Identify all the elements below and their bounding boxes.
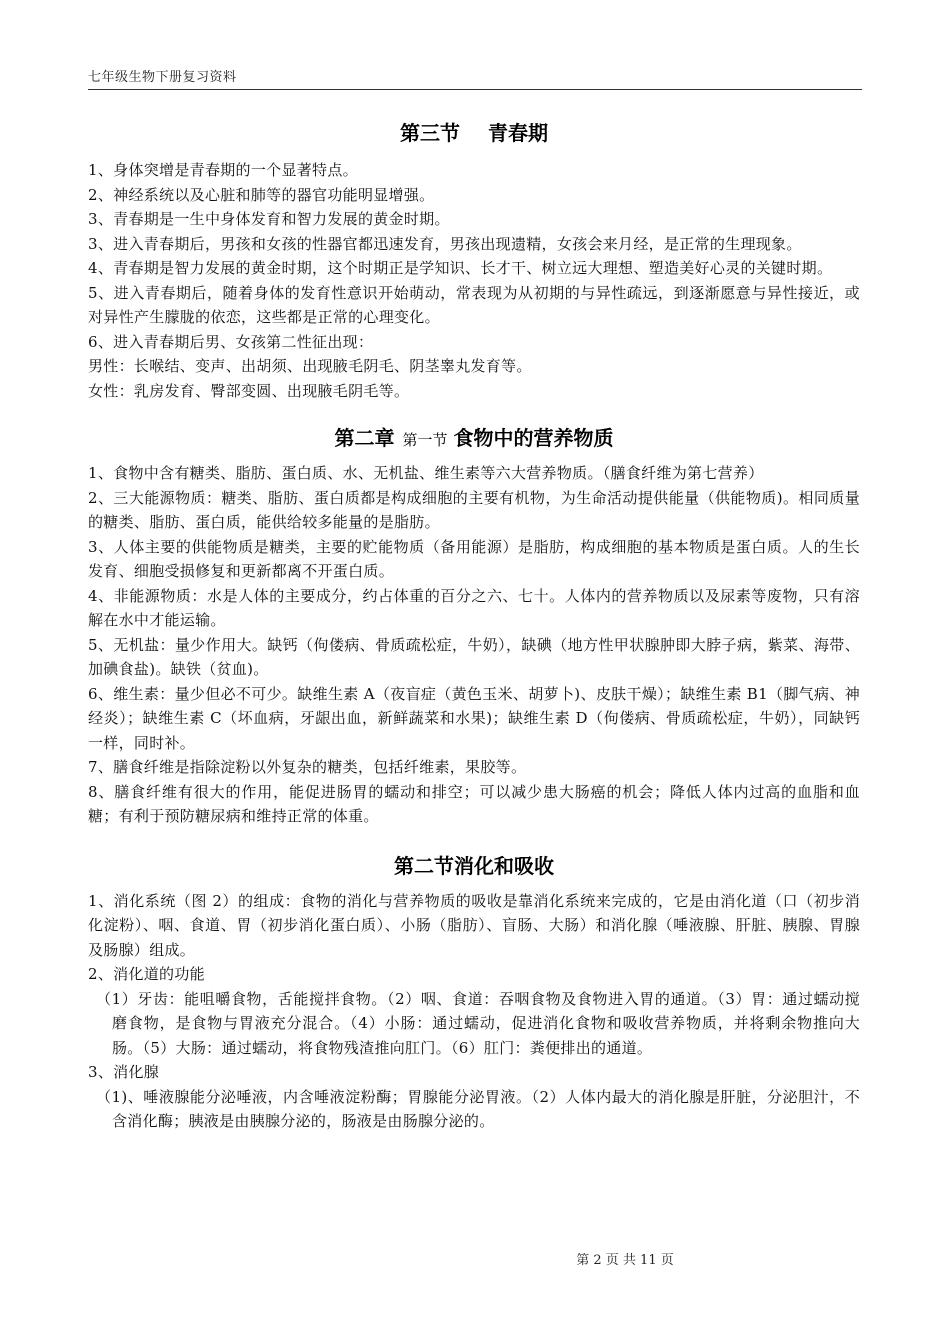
section-title-puberty: [88, 118, 860, 148]
nutrition-paragraph: 5、无机盐：量少作用大。缺钙（佝偻病、骨质疏松症，牛奶），缺碘（地方性甲状腺肿即大脖子病，紫菜、海带、加碘食盐)。缺铁（贫血)。: [88, 635, 860, 678]
digestion-subheading: 3、消化腺: [88, 1063, 160, 1081]
nutrition-paragraph: 8、膳食纤维有很大的作用，能促进肠胃的蠕动和排空；可以减少患大肠癌的机会；降低人体内过高的血脂和血糖；有利于预防糖尿病和维持正常的体重。: [88, 782, 860, 825]
puberty-paragraph: 3、青春期是一生中身体发育和智力发展的黄金时期。: [88, 210, 450, 228]
nutrition-paragraph: 7、膳食纤维是指除淀粉以外复杂的糖类，包括纤维素，果胶等。: [88, 758, 527, 776]
puberty-paragraph: 3、进入青春期后，男孩和女孩的性器官都迅速发育，男孩出现遗精，女孩会来月经，是正常的生理现象。: [88, 234, 802, 253]
puberty-paragraph: 2、神经系统以及心脏和肺等的器官功能明显增强。: [88, 185, 435, 204]
digestion-paragraph: （1)、唾液腺能分泌唾液，内含唾液淀粉酶；胃腺能分泌胃液。（2）人体内最大的消化腺是肝脏，分泌胆汁，不含消化酶；胰液是由胰腺分泌的，肠液是由肠腺分泌的。: [96, 1087, 860, 1130]
section-title-text: 食物中的营养物质: [453, 426, 614, 450]
nutrition-paragraph: 6、维生素：量少但必不可少。缺维生素 A（夜盲症（黄色玉米、胡萝卜)、皮肤干燥）；缺维生素 B1（脚气病、神经炎）；缺维生素 C（坏血病，牙龈出血，新鲜蔬菜和水果)；缺维生素 D（佝偻病、骨质疏松症，牛奶），同缺钙一样，同时补。: [88, 684, 860, 752]
puberty-paragraph: 4、青春期是智力发展的黄金时期，这个时期正是学知识、长才干、树立远大理想、塑造美好心灵的关键时期。: [88, 259, 833, 277]
puberty-paragraph: 5、进入青春期后，随着身体的发育性意识开始萌动，常表现为从初期的与异性疏远，到逐渐愿意与异性接近，或对异性产生朦胧的依恋，这些都是正常的心理变化。: [88, 283, 860, 326]
section-title-number: 第三节: [400, 121, 460, 145]
section-title-nutrition: [88, 423, 860, 453]
puberty-paragraph: 1、身体突增是青春期的一个显著特点。: [88, 161, 358, 179]
nutrition-paragraph: 1、食物中含有糖类、脂肪、蛋白质、水、无机盐、维生素等六大营养物质。（膳食纤维为第七营养）: [88, 464, 764, 482]
running-header: 七年级生物下册复习资料: [88, 66, 862, 90]
page-content: [88, 118, 860, 1134]
section-title-text: 青春期: [488, 121, 548, 145]
digestion-subheading: 2、消化道的功能: [88, 965, 205, 983]
puberty-paragraph: 女性：乳房发育、臀部变圆、出现腋毛阴毛等。: [88, 381, 410, 400]
puberty-paragraph: 6、进入青春期后男、女孩第二性征出现：: [88, 332, 374, 351]
nutrition-paragraph: 2、三大能源物质：糖类、脂肪、蛋白质都是构成细胞的主要有机物，为生命活动提供能量（供能物质)。相同质量的糖类、脂肪、蛋白质，能供给较多能量的是脂肪。: [88, 488, 860, 531]
digestion-paragraph: 1、消化系统（图 2）的组成：食物的消化与营养物质的吸收是靠消化系统来完成的，它是由消化道（口（初步消化淀粉）、咽、食道、胃（初步消化蛋白质）、小肠（脂肪）、盲肠、大肠）和消化腺（唾液腺、肝脏、胰腺、胃腺及肠腺）组成。: [88, 891, 860, 959]
digestion-paragraph: （1）牙齿：能咀嚼食物，舌能搅拌食物。（2）咽、食道：吞咽食物及食物进入胃的通道。（3）胃：通过蠕动搅磨食物，是食物与胃液充分混合。（4）小肠：通过蠕动，促进消化食物和吸收营养物质，并将剩余物推向大肠。（5）大肠：通过蠕动，将食物残渣推向肛门。（6）肛门：粪便排出的通道。: [96, 989, 860, 1057]
nutrition-paragraph: 4、非能源物质：水是人体的主要成分，约占体重的百分之六、七十。人体内的营养物质以及尿素等废物，只有溶解在水中才能运输。: [88, 586, 860, 629]
section-title-digestion: 第二节消化和吸收: [394, 853, 554, 878]
section-label: 第一节: [402, 431, 448, 449]
puberty-paragraph: 男性：长喉结、变声、出胡须、出现腋毛阴毛、阴茎睾丸发育等。: [88, 357, 532, 375]
nutrition-paragraph: 3、人体主要的供能物质是糖类，主要的贮能物质（备用能源）是脂肪，构成细胞的基本物质是蛋白质。人的生长发育、细胞受损修复和更新都离不开蛋白质。: [88, 537, 860, 580]
page-number: 第 2 页 共 11 页: [576, 1253, 674, 1268]
chapter-label: 第二章: [334, 426, 395, 450]
